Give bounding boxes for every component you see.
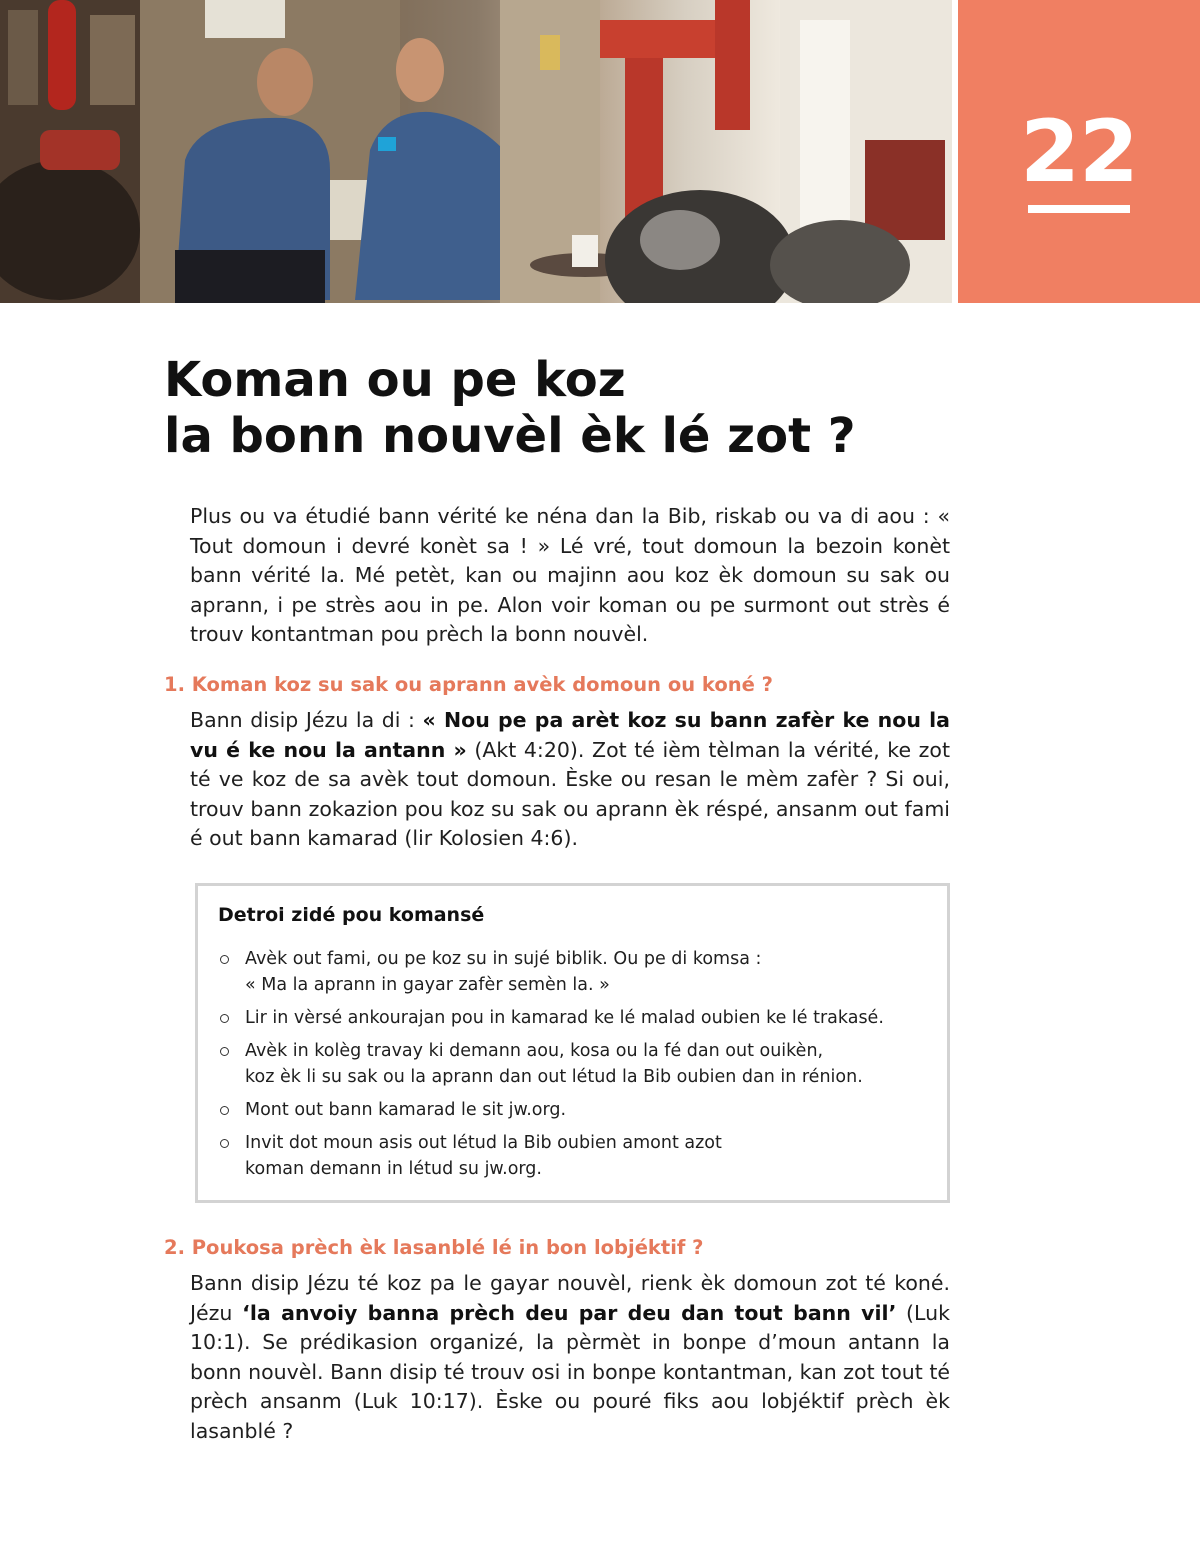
question-1-heading: 1. Koman koz su sak ou aprann avèk domoun ou koné ? bbox=[164, 673, 773, 696]
title-line-1: Koman ou pe koz bbox=[164, 352, 626, 408]
q2-rest: (Luk 10:1). Se prédikasion organizé, la pèrmèt in bonpe d’moun antann la bonn nouvèl. Bann disip té trouv osi in bonpe kontantman, kan zot tout té prèch ansanm (Luk 10:17). Èske ou pouré fiks aou lobjéktif prèch èk lasanblé ? bbox=[190, 1300, 950, 1443]
tip-line: Avèk out fami, ou pe koz su in sujé biblik. Ou pe di komsa : bbox=[245, 949, 762, 969]
tip-line: Invit dot moun asis out létud la Bib oubien amont azot bbox=[245, 1133, 722, 1153]
bullet-circle-icon bbox=[220, 1139, 229, 1148]
question-2-paragraph bbox=[190, 1269, 950, 1446]
title-line-2: la bonn nouvèl èk lé zot ? bbox=[164, 408, 856, 464]
q2-scripture-quote: ‘la anvoiy banna prèch deu par deu dan tout bann vil’ bbox=[242, 1300, 897, 1325]
header-photo bbox=[0, 0, 952, 303]
chapter-badge bbox=[958, 0, 1200, 303]
chapter-number: 22 bbox=[1020, 102, 1138, 202]
tips-list-item bbox=[218, 1097, 938, 1123]
page-title bbox=[164, 352, 964, 464]
chapter-underline bbox=[1028, 205, 1130, 213]
tips-box bbox=[195, 883, 950, 1203]
q1-lead: Bann disip Jézu la di : bbox=[190, 708, 423, 732]
tip-line: Avèk in kolèg travay ki demann aou, kosa ou la fé dan out ouikèn, bbox=[245, 1041, 824, 1061]
bullet-circle-icon bbox=[220, 955, 229, 964]
garage-scene-illustration bbox=[0, 0, 952, 303]
tips-list-item bbox=[218, 1130, 938, 1182]
tip-line: Mont out bann kamarad le sit jw.org. bbox=[245, 1100, 567, 1120]
bullet-circle-icon bbox=[220, 1047, 229, 1056]
bullet-circle-icon bbox=[220, 1014, 229, 1023]
tips-list-item bbox=[218, 946, 938, 998]
q1-scripture-quote: « Nou pe pa arèt koz su bann zafèr ke nou la vu é ke nou la antann » bbox=[190, 708, 950, 762]
question-2-heading: 2. Poukosa prèch èk lasanblé lé in bon lobjéktif ? bbox=[164, 1236, 704, 1259]
tips-list-item bbox=[218, 1038, 938, 1090]
tips-list-item bbox=[218, 1005, 938, 1031]
question-1-paragraph bbox=[190, 706, 950, 854]
tip-line: Lir in vèrsé ankourajan pou in kamarad ke lé malad oubien ke lé trakasé. bbox=[245, 1008, 884, 1028]
tips-list bbox=[218, 946, 938, 1189]
bullet-circle-icon bbox=[220, 1106, 229, 1115]
tip-line: koz èk li su sak ou la aprann dan out létud la Bib oubien dan in rénion. bbox=[245, 1067, 863, 1087]
q2-lead: Bann disip Jézu té koz pa le gayar nouvèl, rienk èk domoun zot té koné. Jézu bbox=[190, 1271, 950, 1325]
tip-line: koman demann in létud su jw.org. bbox=[245, 1159, 542, 1179]
tips-box-title: Detroi zidé pou komansé bbox=[218, 904, 485, 926]
intro-paragraph: Plus ou va étudié bann vérité ke néna dan la Bib, riskab ou va di aou : « Tout domoun i devré konèt sa ! » Lé vré, tout domoun la bezoin konèt bann vérité la. Mé petèt, kan ou majinn aou koz èk domoun su sak ou aprann, i pe strès aou in pe. Alon voir koman ou pe surmont out strès é trouv kontantman pou prèch la bonn nouvèl. bbox=[190, 504, 950, 646]
tip-line: « Ma la aprann in gayar zafèr semèn la. » bbox=[245, 975, 610, 995]
q1-rest: (Akt 4:20). Zot té ièm tèlman la vérité, ke zot té ve koz de sa avèk tout domoun. Èske ou resan le mèm zafèr ? Si oui, trouv bann zokazion pou koz su sak ou aprann èk réspé, ansanm out fami é out bann kamarad (lir Kolosien 4:6). bbox=[190, 737, 950, 850]
